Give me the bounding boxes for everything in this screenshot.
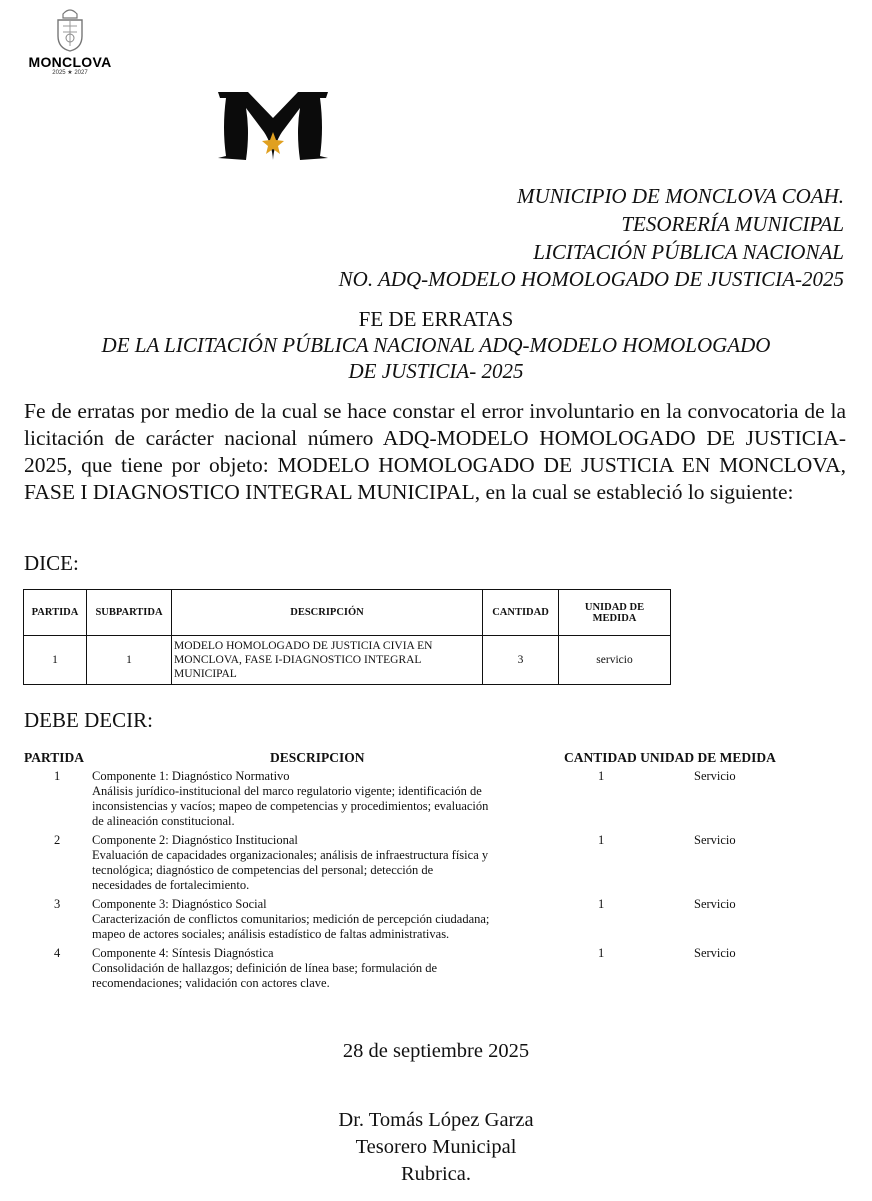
- subtitle-line-1: DE LA LICITACIÓN PÚBLICA NACIONAL ADQ-MODELO HOMOLOGADO: [101, 333, 771, 357]
- signature-note: Rubrica.: [400, 1163, 472, 1185]
- dd-row-3-partida: 3: [54, 897, 61, 911]
- dd-row-2-unidad: Servicio: [694, 833, 736, 847]
- col-header-subpartida: SUBPARTIDA: [87, 590, 172, 636]
- dd-row-4-titulo: Componente 4: Síntesis Diagnóstica: [92, 946, 274, 960]
- dd-row-1-titulo: Componente 1: Diagnóstico Normativo: [92, 769, 290, 783]
- dd-row-4-unidad: Servicio: [694, 946, 736, 960]
- dd-row-2-titulo: Componente 2: Diagnóstico Institucional: [92, 833, 298, 847]
- header-numero: NO. ADQ-MODELO HOMOLOGADO DE JUSTICIA-2025: [338, 267, 844, 291]
- coat-of-arms-icon: [53, 6, 87, 52]
- dd-row-4-descripcion: [92, 946, 562, 991]
- dice-table: [23, 589, 671, 685]
- dd-header-cantidad-unidad: CANTIDAD UNIDAD DE MEDIDA: [564, 750, 776, 765]
- dd-row-4-partida: 4: [54, 946, 61, 960]
- emblem-m-logo: [214, 88, 332, 164]
- logo-name: MONCLOVA: [28, 54, 112, 70]
- dd-header-descripcion: DESCRIPCION: [270, 750, 365, 765]
- intro-paragraph: Fe de erratas por medio de la cual se hace constar el error involuntario en la convocatoria de la licitación de carácter nacional número ADQ-MODELO HOMOLOGADO DE JUSTICIA-2025, que tiene por objeto: MODELO HOMOLOGADO DE JUSTICIA EN MONCLOVA, FASE I DIAGNOSTICO INTEGRAL MUNICIPAL, en la cual se estableció lo siguiente:: [24, 399, 846, 504]
- dd-row-4-linea-2: recomendaciones; validación con actores clave.: [92, 976, 330, 990]
- dd-row-2-linea-3: necesidades de fortalecimiento.: [92, 878, 250, 892]
- dd-row-2-cantidad: 1: [598, 833, 605, 847]
- col-header-partida: PARTIDA: [24, 590, 87, 636]
- dd-row-4-linea-1: Consolidación de hallazgos; definición de línea base; formulación de: [92, 961, 438, 975]
- signature-role: Tesorero Municipal: [355, 1136, 517, 1158]
- dd-row-3-descripcion: [92, 897, 562, 942]
- dd-row-1-unidad: Servicio: [694, 769, 736, 783]
- col-header-cantidad: CANTIDAD: [483, 590, 559, 636]
- dd-row-3-cantidad: 1: [598, 897, 605, 911]
- table-header-row: [24, 590, 671, 636]
- cell-descripcion: MODELO HOMOLOGADO DE JUSTICIA CIVIA EN MONCLOVA, FASE I-DIAGNOSTICO INTEGRAL MUNICIPAL: [172, 636, 483, 685]
- cell-partida: 1: [24, 636, 87, 685]
- dd-row-1-linea-3: de alineación constitucional.: [92, 814, 235, 828]
- subtitle-line-2: DE JUSTICIA- 2025: [348, 359, 524, 383]
- col-header-unidad: UNIDAD DE MEDIDA: [559, 590, 671, 636]
- dd-row-1-cantidad: 1: [598, 769, 605, 783]
- dd-row-1-partida: 1: [54, 769, 61, 783]
- table-row: [24, 636, 671, 685]
- header-tesoreria: TESORERÍA MUNICIPAL: [621, 212, 844, 236]
- header-municipio: MUNICIPIO DE MONCLOVA COAH.: [516, 184, 844, 208]
- municipal-logo: [20, 6, 120, 86]
- cell-unidad: servicio: [559, 636, 671, 685]
- dd-row-3-linea-1: Caracterización de conflictos comunitarios; medición de percepción ciudadana;: [92, 912, 490, 926]
- signature-name: Dr. Tomás López Garza: [338, 1109, 534, 1131]
- dd-row-1-descripcion: [92, 769, 562, 829]
- dd-header-partida: PARTIDA: [24, 750, 85, 765]
- debe-decir-label: DEBE DECIR:: [24, 708, 153, 732]
- document-date: 28 de septiembre 2025: [342, 1040, 530, 1062]
- col-header-descripcion: DESCRIPCIÓN: [172, 590, 483, 636]
- page-title: FE DE ERRATAS: [358, 307, 514, 331]
- dd-row-3-titulo: Componente 3: Diagnóstico Social: [92, 897, 267, 911]
- dd-row-3-linea-2: mapeo de actores sociales; análisis estadístico de faltas administrativas.: [92, 927, 450, 941]
- dice-label: DICE:: [24, 551, 79, 575]
- dd-row-1-linea-2: inconsistencias y vacíos; mapeo de competencias y procedimientos; evaluación: [92, 799, 489, 813]
- dd-row-2-linea-1: Evaluación de capacidades organizacionales; análisis de infraestructura física y: [92, 848, 489, 862]
- dd-row-2-linea-2: tecnológica; diagnóstico de competencias del personal; detección de: [92, 863, 434, 877]
- dd-row-1-linea-1: Análisis jurídico-institucional del marco regulatorio vigente; identificación de: [92, 784, 482, 798]
- cell-subpartida: 1: [87, 636, 172, 685]
- logo-years: 2025 ★ 2027: [52, 70, 88, 76]
- dd-row-3-unidad: Servicio: [694, 897, 736, 911]
- dd-row-2-descripcion: [92, 833, 562, 893]
- header-licitacion: LICITACIÓN PÚBLICA NACIONAL: [533, 240, 844, 264]
- dd-row-2-partida: 2: [54, 833, 61, 847]
- dd-row-4-cantidad: 1: [598, 946, 605, 960]
- cell-cantidad: 3: [483, 636, 559, 685]
